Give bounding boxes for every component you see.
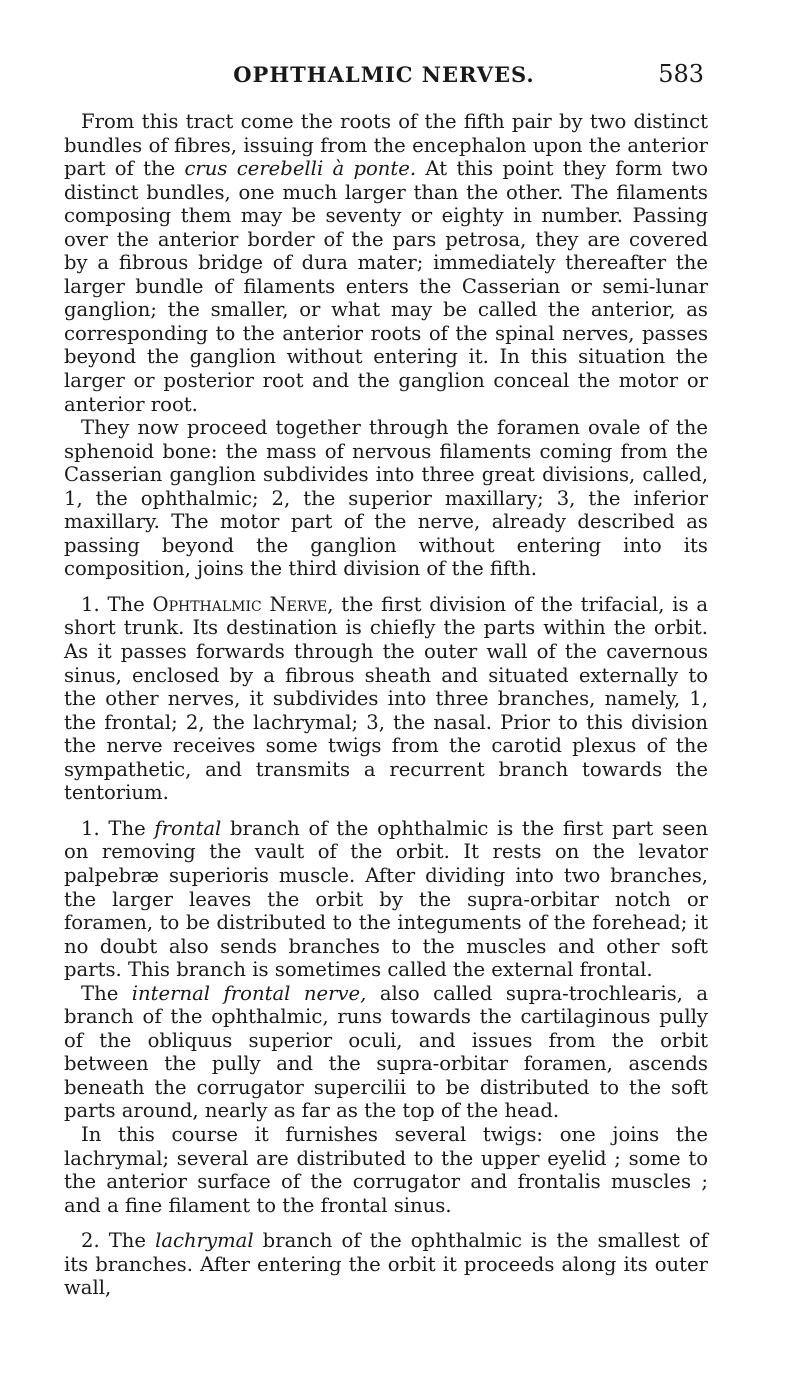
- paragraph-text: They now proceed together through the foramen ovale of the sphenoid bone: the mass of nervous filaments coming from the Casserian ganglion subdivides into three great divisions, called, 1, the ophthalmic; 2, the superior maxillary; 3, the inferior maxillary. The motor part of the nerve, already described as passing beyond the ganglion without entering into its composition, joins the third division of the fifth.: [64, 416, 708, 581]
- paragraph-text: branch of the ophthalmic is the first part seen on removing the vault of the orbit. It rests on the levator palpebræ superioris muscle. After dividing into two branches, the larger leaves the orbit by the supra-orbitar notch or foramen, to be distributed to the integuments of the forehead; it no doubt also sends branches to the muscles and other soft parts. This branch is sometimes called the external frontal.: [64, 816, 708, 982]
- latin-term: crus cerebelli à ponte.: [184, 157, 417, 181]
- paragraph-internal-frontal: [64, 982, 708, 1123]
- section-title: Ophthalmic Nerve,: [152, 592, 334, 616]
- term: internal frontal nerve,: [131, 981, 367, 1005]
- running-head: OPHTHALMIC NERVES.: [233, 62, 535, 87]
- paragraph-roots: [64, 110, 708, 416]
- paragraph-text: The: [81, 981, 119, 1005]
- paragraph-twigs: [64, 1123, 708, 1217]
- paragraph-text: In this course it furnishes several twigs: one joins the lachrymal; several are distributed to the upper eyelid ; some to the anterior surface of the corrugator and frontalis muscles ; and a fine filament to the frontal sinus.: [64, 1122, 708, 1217]
- term: lachrymal: [155, 1229, 254, 1253]
- paragraph-ophthalmic-nerve: [64, 593, 708, 805]
- item-number: 2. The: [81, 1229, 147, 1253]
- term: frontal: [154, 816, 222, 840]
- paragraph-foramen-ovale: [64, 416, 708, 581]
- paragraph-lachrymal-branch: [64, 1229, 708, 1300]
- page-number: 583: [658, 60, 704, 88]
- paragraph-text: the first division of the trifacial, is a short trunk. Its destination is chiefly the parts within the orbit. As it passes forwards through the outer wall of the cavernous sinus, enclosed by a fibrous sheath and situated externally to the other nerves, it subdivides into three branches, namely, 1, the frontal; 2, the lachrymal; 3, the nasal. Prior to this division the nerve receives some twigs from the carotid plexus of the sympathetic, and transmits a recurrent branch towards the tentorium.: [64, 592, 709, 805]
- item-number: 1. The: [81, 816, 146, 840]
- paragraph-text: At this point they form two distinct bundles, one much larger than the other. The filaments composing them may be seventy or eighty in number. Passing over the anterior border of the pars petrosa, they are covered by a fibrous bridge of dura mater; immediately thereafter the larger bundle of filaments enters the Casserian or semi-lunar ganglion; the smaller, or what may be called the anterior, as corresponding to the anterior roots of the spinal nerves, passes beyond the ganglion without entering it. In this situation the larger or posterior root and the ganglion conceal the motor or anterior root.: [64, 157, 708, 416]
- body-text: [64, 110, 708, 1300]
- page-header: [64, 62, 704, 92]
- paragraph-text: also called supra-trochlearis, a branch of the ophthalmic, runs towards the cartilaginous pully of the obliquus superior oculi, and issues from the orbit between the pully and the supra-orbitar foramen, ascends beneath the corrugator supercilii to be distributed to the soft parts around, nearly as far as the top of the head.: [64, 981, 709, 1123]
- paragraph-text: branch of the ophthalmic is the smallest of its branches. After entering the orbit it proceeds along its outer wall,: [64, 1229, 709, 1300]
- paragraph-frontal-branch: [64, 817, 708, 982]
- item-number: 1. The: [81, 592, 145, 616]
- paragraph-text: From this tract come the roots of the fifth pair by two distinct bundles of fibres, issuing from the encephalon upon the anterior part of the: [64, 110, 708, 181]
